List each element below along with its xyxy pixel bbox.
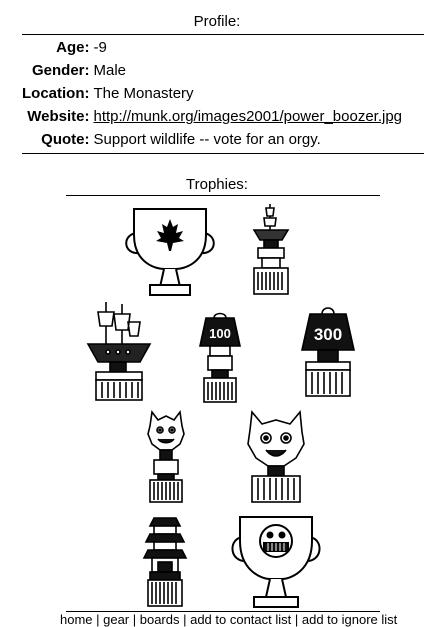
ship-trophy-icon xyxy=(248,200,298,300)
profile-table xyxy=(22,36,402,151)
quote-label: Quote: xyxy=(41,131,90,148)
small-monster-trophy xyxy=(144,406,188,504)
profile-row-gender xyxy=(22,59,402,82)
profile-row-quote xyxy=(22,128,402,151)
big-monster-trophy xyxy=(244,408,308,504)
location-label: Location: xyxy=(22,85,90,102)
pagoda-trophy xyxy=(140,514,190,608)
profile-title: Profile: xyxy=(193,13,241,30)
gender-label: Gender: xyxy=(31,62,90,79)
quote-value: Support wildlife -- vote for an orgy. xyxy=(93,131,321,148)
profile-bottom-rule xyxy=(22,153,424,154)
weight-100-trophy xyxy=(196,312,244,404)
robot-face-cup-icon xyxy=(226,513,326,609)
weight-trophy-icon xyxy=(196,312,244,404)
footer-links[interactable]: home | gear | boards | add to contact list | add to ignore list xyxy=(60,612,398,627)
location-value: The Monastery xyxy=(93,85,194,102)
profile-row-website xyxy=(22,105,402,128)
canada-cup-trophy xyxy=(120,205,220,297)
monster-trophy-icon xyxy=(144,406,188,504)
age-value: -9 xyxy=(93,39,107,56)
age-label: Age: xyxy=(56,39,90,56)
trophies-title: Trophies: xyxy=(186,176,248,193)
weight-100-label: 100 xyxy=(209,326,231,341)
small-ship-trophy xyxy=(248,200,298,300)
monster-trophy-icon xyxy=(244,408,308,504)
big-ship-trophy xyxy=(84,300,154,404)
weight-300-trophy xyxy=(300,306,356,402)
website-label: Website: xyxy=(27,108,90,125)
website-link[interactable]: http://munk.org/images2001/power_boozer.jpg xyxy=(93,108,403,125)
maple-leaf-cup-icon xyxy=(120,205,220,297)
gender-value: Male xyxy=(93,62,127,79)
profile-row-age xyxy=(22,36,402,59)
weight-300-label: 300 xyxy=(313,325,343,344)
robot-cup-trophy xyxy=(226,513,326,609)
pagoda-trophy-icon xyxy=(140,514,190,608)
ship-trophy-icon xyxy=(84,300,154,404)
profile-row-location xyxy=(22,82,402,105)
weight-trophy-icon xyxy=(300,306,356,402)
trophies-top-rule xyxy=(66,195,380,196)
profile-top-rule xyxy=(22,34,424,35)
